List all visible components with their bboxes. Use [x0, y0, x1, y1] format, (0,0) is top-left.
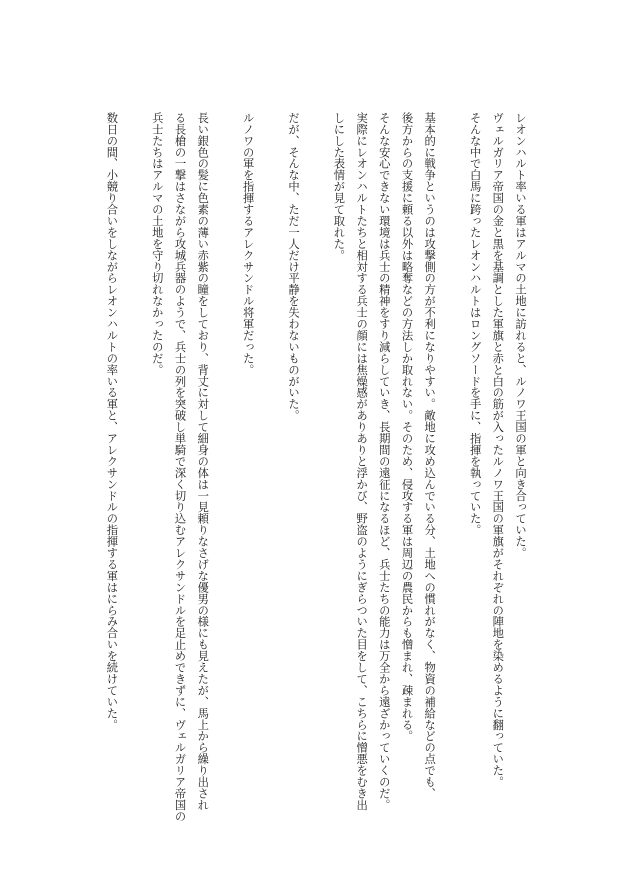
text-line: そんな中で白馬に跨ったレオンハルトはロングソードを手に、指揮を執っていた。 — [468, 112, 482, 536]
text-line: 実際にレオンハルトたちと相対する兵士の顔には焦燥感がありありと浮かび、野盗のようにぎらついた目をして、こちらに憎悪をむき出 — [355, 112, 369, 811]
text-line: 数日の間、小競り合いをしながらレオンハルトの率いる軍と、アレクサンドルの指揮する軍はにらみ合いを続けていた。 — [105, 112, 119, 731]
blank-line — [440, 112, 463, 760]
text-line: しにした表情が見て取れた。 — [332, 112, 346, 261]
blank-line — [259, 112, 282, 760]
text-line: だが、そんな中、ただ一人だけ平静を失わないものがいた。 — [287, 112, 300, 422]
text-line: レオンハルト率いる軍はアルマの土地に訪れると、ルノワ王国の軍と向き合っていた。 — [514, 112, 527, 559]
text-line: そんな安心できない環境は兵士の精神をすり減らしていき、長期間の遠征になるほど、兵士たちの能力は万全から遠ざかっていくのだ。 — [377, 112, 391, 811]
blank-line — [213, 112, 236, 760]
vertical-text-block — [100, 112, 531, 822]
blank-line — [122, 112, 145, 760]
text-line: 兵士たちはアルマの土地を守り切れなかったのだ。 — [150, 112, 164, 376]
text-line: 後方からの支援に頼る以外は略奪などの方法しか取れない。そのため、侵攻する軍は周辺の農民からも憎まれ、疎まれる。 — [400, 112, 414, 742]
text-line: ヴェルガリア帝国の金と黒を基調とした軍旗と赤と白の筋が入ったルノワ王国の軍旗がそれぞれの陣地を染めるように翻っていた。 — [491, 112, 505, 788]
text-line: 長い銀色の髪に色素の薄い赤紫の瞳をしており、背丈に対して細身の体は一見頼りなさげな優男の様にも見えたが、馬上から繰り出され — [196, 112, 210, 811]
text-line: 基本的に戦争というのは攻撃側の方が不利になりやすい。敵地に攻め込んでいる分、土地への慣れがなく、物資の補給などの点でも、 — [423, 112, 437, 799]
text-line: ルノワの軍を指揮するアレクサンドル将軍だった。 — [241, 112, 255, 376]
text-line: る長槍の一撃はさながら攻城兵器のようで、兵士の列を突破し単騎で深く切り込むアレクサンドルを足止めできずに、ヴェルガリア帝国の — [173, 112, 187, 822]
blank-line — [304, 112, 327, 760]
